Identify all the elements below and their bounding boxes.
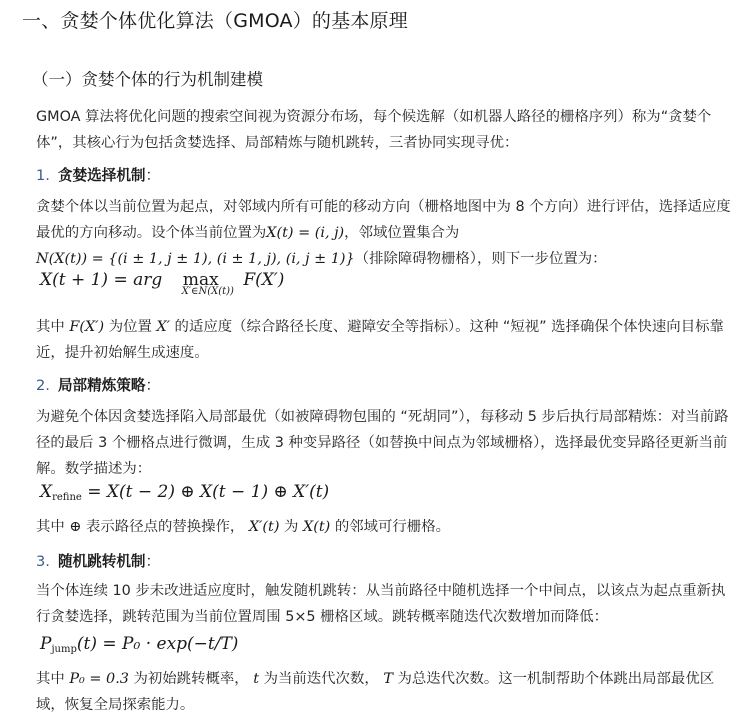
text: 其中	[36, 319, 65, 335]
text: 表示路径点的替换操作，	[86, 519, 245, 535]
text: 为位置	[108, 319, 152, 335]
formula-subscript: jump	[51, 644, 77, 655]
text: 为	[284, 519, 299, 535]
max-text: max	[182, 270, 219, 290]
item-1-text-mid: ，邻域位置集合为	[344, 225, 460, 241]
colon: ：	[145, 377, 161, 394]
iteration-math: t	[253, 671, 260, 687]
fitness-math: F(X′)	[69, 319, 105, 335]
colon: ：	[145, 553, 161, 570]
colon: ：	[145, 167, 161, 184]
list-item-title: 局部精炼策略	[57, 377, 146, 394]
item-1-description	[36, 194, 736, 272]
list-number: 3.	[36, 553, 50, 570]
neighborhood-math: N(X(t)) = {(i ± 1, j ± 1), (i ± 1, j), (i, j ± 1)}	[36, 251, 355, 267]
total-iterations-math: T	[383, 671, 393, 687]
list-item-title: 贪婪选择机制	[57, 167, 146, 184]
jump-probability-formula	[40, 634, 238, 655]
text: 其中	[36, 671, 65, 687]
oplus-math: ⊕	[69, 519, 82, 535]
greedy-selection-formula	[40, 270, 284, 297]
list-item-1-title	[36, 164, 160, 185]
position-math: X(t) = (i, j)	[266, 225, 345, 241]
formula-lhs: X	[40, 482, 53, 502]
local-refine-formula	[40, 482, 329, 503]
item-2-explanation	[36, 514, 736, 540]
formula-lhs: P	[40, 634, 52, 654]
list-item-3-title	[36, 550, 160, 571]
formula-rhs: = X(t − 2) ⊕ X(t − 1) ⊕ X′(t)	[81, 482, 330, 502]
neighbor-math: X′(t)	[248, 519, 280, 535]
text: 的邻域可行栅格。	[334, 519, 450, 535]
item-1-explanation	[36, 314, 736, 366]
initial-prob-math: P₀ = 0.3	[69, 671, 129, 687]
position-math: X(t)	[303, 519, 331, 535]
max-subscript: X′∈N(X(t))	[181, 286, 234, 297]
list-item-title: 随机跳转机制	[57, 553, 146, 570]
subsection-heading: （一）贪婪个体的行为机制建模	[32, 70, 263, 89]
text: 为当前迭代次数，	[263, 671, 379, 687]
item-1-text-tail: （排除障碍物栅格），则下一步位置为：	[354, 251, 607, 267]
item-2-description: 为避免个体因贪婪选择陷入局部最优（如被障碍物包围的 “死胡同”），每移动 5 步后执行局部精炼：对当前路径的最后 3 个栅格点进行微调，生成 3 种变异路径（如替换中间点为邻域栅格），选择最优变异路径更新当前解。数学描述为：	[36, 409, 729, 477]
list-number: 1.	[36, 167, 50, 184]
item-3-description: 当个体连续 10 步未改进适应度时，触发随机跳转：从当前路径中随机选择一个中间点，以该点为起点重新执行贪婪选择，跳转范围为当前位置周围 5×5 栅格区域。跳转概率随迭代次数增加而降低：	[36, 583, 726, 625]
item-1-text: 贪婪个体以当前位置为起点，对邻域内所有可能的移动方向（栅格地图中为 8 个方向）进行评估，选择适应度最优的方向移动。设个体当前位置为	[36, 199, 731, 241]
text: 的适应度（综合路径长度、避障安全等指标）。这种 “短视” 选择确保个体快速向目标靠近，提升初始解生成速度。	[36, 319, 724, 361]
formula-right: F(X′)	[243, 270, 285, 290]
list-number: 2.	[36, 377, 50, 394]
argmax-operator	[168, 270, 234, 297]
text: 为总迭代次数。这一机制帮助个体跳出局部最优区域，恢复全局探索能力。	[36, 671, 715, 713]
formula-left: X(t + 1) = arg	[40, 270, 163, 290]
formula-rhs: (t) = P₀ · exp(−t/T)	[76, 634, 239, 654]
neighbor-math: X′	[156, 319, 170, 335]
intro-paragraph: GMOA 算法将优化问题的搜索空间视为资源分布场，每个候选解（如机器人路径的栅格序列）称为“贪婪个体”，其核心行为包括贪婪选择、局部精炼与随机跳转，三者协同实现寻优：	[36, 109, 712, 151]
text: 其中	[36, 519, 65, 535]
list-item-2-title	[36, 374, 160, 395]
item-3-explanation	[36, 666, 736, 718]
formula-subscript: refine	[52, 492, 82, 503]
section-heading: 一、贪婪个体优化算法（GMOA）的基本原理	[22, 10, 408, 32]
text: 为初始跳转概率，	[133, 671, 249, 687]
